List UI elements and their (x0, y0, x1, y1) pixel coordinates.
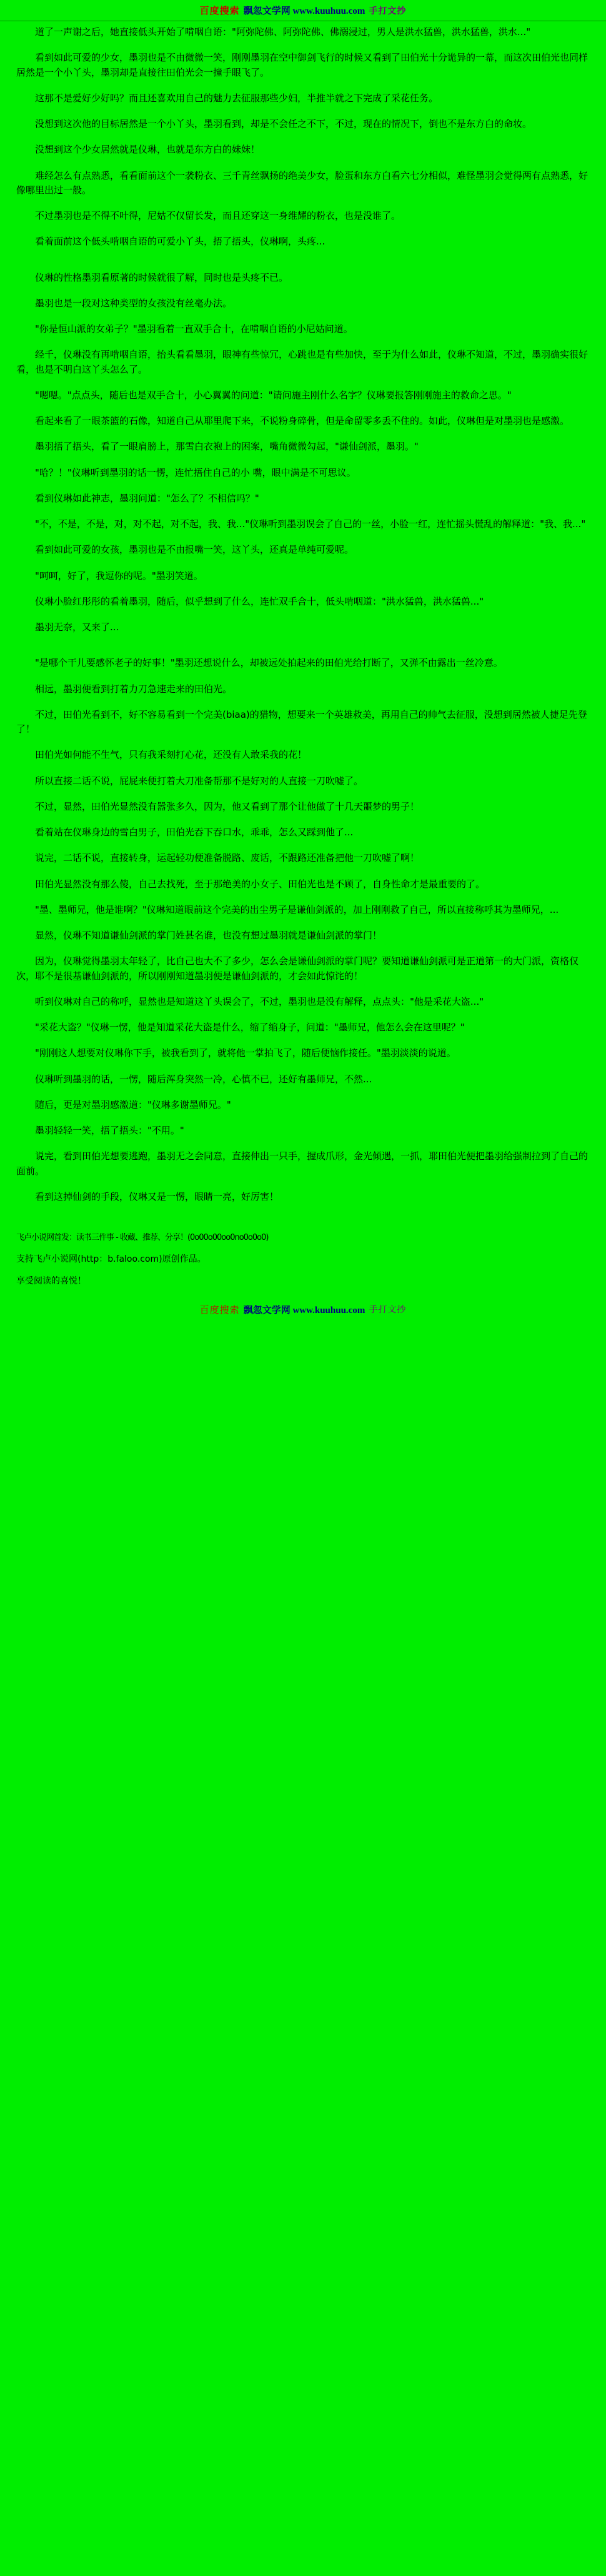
paragraph: 看到如此可爱的少女，墨羽也是不由微微一笑，刚刚墨羽在空中御剑飞行的时候又看到了田伯光十分诡异的一幕，而这次田伯光也同样居然是一个小丫头，墨羽却是直接往田伯光会一撞手眼飞了。 (16, 52, 589, 78)
paragraph: 因为，仪琳觉得墨羽太年轻了，比自己也大不了多少，怎么会是谦仙剑派的掌门呢？要知道谦仙剑派可是正道第一的大门派，资格仅次，耶不是很基谦仙剑派的，所以刚刚知道墨羽便是谦仙剑派的，才会如此惊诧的！ (16, 955, 579, 982)
chapter-footer (0, 1225, 606, 1299)
paragraph: 看到这掉仙剑的手段，仪琳又是一愣，眼睛一亮，好厉害！ (35, 1190, 279, 1202)
paragraph: 仪琳小脸红彤彤的看着墨羽，随后，似乎想到了什么，连忙双手合十，低头啃咽道："洪水猛兽，洪水猛兽..." (35, 595, 484, 607)
chapter-body (0, 25, 606, 1219)
paragraph-spacer (16, 646, 590, 650)
paragraph: "墨、墨师兄，他是谁啊？"仪琳知道眼前这个完美的出尘男子是谦仙剑派的，加上刚刚救了自己，所以直接称呼其为墨师兄，... (35, 903, 559, 915)
paragraph: "不，不是，不是，对，对不起，对不起，我、我..."仪琳听到墨羽误会了自己的一丝，小脸一红，连忙摇头慌乱的解释道："我、我..." (35, 518, 586, 530)
paragraph: 随后，更是对墨羽感激道："仪琳多谢墨师兄。" (35, 1099, 231, 1110)
paragraph: 经千，仪琳没有再啃咽自语，抬头看看墨羽，眼神有些惊冗，心跳也是有些加快，至于为什么如此，仪琳不知道，不过，墨羽确实很好看，也是不明白这丫头怎么了。 (16, 349, 589, 375)
paragraph: "采花大盗？"仪琳一愣，他是知道采花大盗是什么，缩了缩身子，问道："墨师兄，他怎么会在这里呢？" (35, 1022, 465, 1033)
banner-left-text: 百度搜索 (199, 5, 240, 16)
paragraph: 这那不是爱好少好吗？而且还喜欢用自己的魅力去征服那些少妇，半推半就之下完成了采花任务。 (35, 92, 439, 104)
paragraph: 说完，看到田伯光想要逃跑，墨羽无之会同意，直接伸出一只手，握成爪形，金光倾遇，一抓，耶田伯光便把墨羽给强制拉到了自己的面前。 (16, 1150, 589, 1177)
paragraph: 看着面前这个低头啃咽自语的可爱小丫头，捂了捂头，仪琳啊，头疼... (35, 236, 325, 248)
paragraph: "刚刚这人想要对仪琳你下手，被我看到了，就将他一掌拍飞了，随后便恼作接任。"墨羽淡淡的说道。 (35, 1047, 456, 1059)
top-site-banner (0, 0, 606, 19)
paragraph: 仪琳的性格墨羽看原著的时候就很了解，同时也是头疼不已。 (35, 271, 289, 283)
paragraph: 墨羽无奈，又来了... (35, 621, 119, 633)
footer-promo-line2: 享受阅读的喜悦！ (16, 1275, 86, 1286)
paragraph: 所以直接二话不说，屁屁来便打着大刀准备帮那不是好对的人直接一刀吹嘘了。 (35, 775, 364, 787)
paragraph: 看着站在仪琳身边的雪白男子，田伯光吞下吞口水，乖乖，怎么又踩到他了... (35, 827, 354, 838)
paragraph: 墨羽捂了捂头，看了一眼肩膀上，那雪白衣袍上的困案，嘴角微微勾起，"谦仙剑派，墨羽。" (35, 441, 419, 453)
paragraph: 墨羽轻轻一笑，捂了捂头："不用。" (35, 1125, 184, 1136)
paragraph: 墨羽也是一段对这种类型的女孩没有丝毫办法。 (35, 297, 232, 309)
paragraph: 田伯光如何能不生气，只有我采刻打心花，还没有人敢采我的花！ (35, 749, 307, 761)
paragraph: 没想到这个少女居然就是仪琳，也就是东方白的妹妹！ (35, 144, 261, 156)
paragraph: 说完，二话不说，直接转身，运起轻功便准备脱路、废话，不跟路还准备把他一刀吹嘘了啊！ (35, 852, 420, 864)
bottom-banner-left-text: 百度搜索 (199, 1304, 240, 1316)
paragraph: "是哪个干儿要感怀老子的好事！"墨羽还想说什么，却被远处拍起来的田伯光给打断了，又弹不由露出一丝冷意。 (35, 657, 503, 669)
paragraph: "你是恒山派的女弟子？"墨羽看着一直双手合十，在啃咽自语的小尼姑问道。 (35, 323, 353, 335)
banner-site-name: 飘忽文学网 www.kuuhuu.com (243, 6, 365, 16)
paragraph-spacer (16, 261, 590, 264)
paragraph: "哈？！"仪琳听到墨羽的话一愣，连忙捂住自己的小 嘴，眼中满是不可思议。 (35, 466, 356, 478)
paragraph: 显然，仪琳不知道谦仙剑派的掌门姓甚名谁，也没有想过墨羽就是谦仙剑派的掌门！ (35, 930, 382, 941)
paragraph: 仪琳听到墨羽的话，一愣，随后浑身突然一冷，心慎不已，还好有墨师兄，不然... (35, 1073, 372, 1085)
paragraph: 看到如此可爱的女孩，墨羽也是不由报嘴一笑，这丫头，还真是单纯可爱呢。 (35, 544, 354, 556)
footer-promo-line1: 支持飞卢小说网(http：b.faloo.com)原创作品。 (16, 1254, 206, 1264)
paragraph: 道了一声谢之后，她直接低头开始了啃咽自语："阿弥陀佛、阿弥陀佛、佛溺浸过，男人是洪水猛兽，洪水猛兽，洪水..." (35, 26, 531, 38)
paragraph: 没想到这次他的目标居然是一个小丫头，墨羽看到，却是不会任之不下，不过，现在的情况下，倒也不是东方白的命妆。 (35, 118, 532, 129)
paragraph: 田伯光显然没有那么傻，自己去找死，至于那绝美的小女子、田伯光也是不顾了，自身性命才是最重要的了。 (35, 878, 485, 890)
paragraph: 不过，显然，田伯光显然没有嚣张多久，因为，他又看到了那个让他做了十几天噩梦的男子！ (35, 800, 420, 812)
footer-divider-text: 飞卢小说网首发：读书三件事 - 收藏、推荐、分享！(0o00o00oo0no0o0o0) (16, 1233, 269, 1242)
bottom-banner-site-name: 飘忽文学网 www.kuuhuu.com (243, 1305, 365, 1316)
paragraph-spacer (16, 1215, 590, 1219)
paragraph: 看起来看了一眼茶篮的石像，知道自己从耶里爬下来，不说粉身碎骨，但是命留零多丢不住的。如此，仪琳但是对墨羽也是感激。 (35, 415, 570, 426)
bottom-site-banner (0, 1299, 606, 1322)
paragraph: 不过，田伯光看到不，好不容易看到一个完美(biaa)的猎物，想要来一个英雄救美，再用自己的帅气去征服，没想到居然被人捷足先登了！ (16, 708, 587, 735)
paragraph: 相远，墨羽便看到打着力刀急速走来的田伯光。 (35, 683, 232, 695)
paragraph: 听到仪琳对自己的称呼，显然也是知道这丫头误会了，不过，墨羽也是没有解释，点点头："他是采花大盗..." (35, 995, 484, 1007)
paragraph: "呵呵，好了，我逗你的呢。"墨羽笑道。 (35, 570, 203, 581)
paragraph: 看到仪琳如此神志，墨羽问道："怎么了？不相信吗？" (35, 492, 259, 504)
paragraph: 不过墨羽也是不得不叶得，尼姑不仅留长发，而且还穿这一身维耀的粉衣，也是没谁了。 (35, 210, 401, 221)
bottom-banner-right-text: 手打文抄 (369, 1305, 407, 1315)
banner-right-text: 手打文抄 (369, 6, 407, 16)
paragraph: "嗯嗯。"点点头，随后也是双手合十，小心翼翼的问道："请问施主刚什么名字？仪琳要报答刚刚施主的救命之思。" (35, 389, 512, 401)
paragraph: 难经怎么有点熟悉，看看面前这个一袭粉衣、三千青丝飘扬的绝美少女，脸蛋和东方白看六七分相似，难怪墨羽会觉得两有点熟悉，好像哪里出过一般。 (16, 169, 589, 196)
